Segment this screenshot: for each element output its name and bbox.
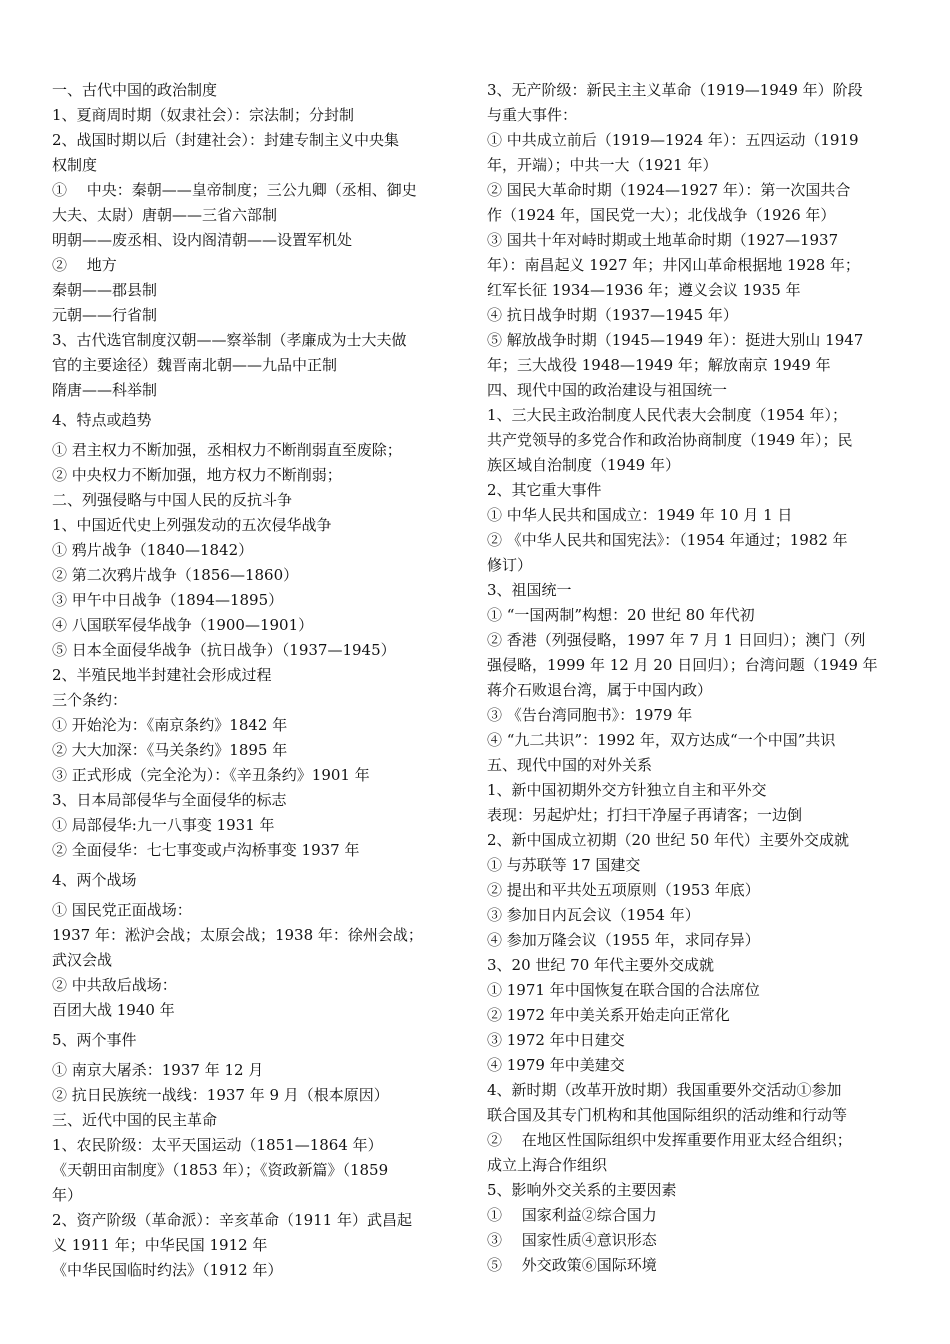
- text-line: 3、20 世纪 70 年代主要外交成就: [487, 956, 715, 974]
- text-line: ④ 抗日战争时期（1937—1945 年）: [487, 306, 738, 324]
- text-line: 百团大战 1940 年: [52, 1001, 175, 1019]
- text-line: ① 中共成立前后（1919—1924 年）：五四运动（1919: [487, 131, 859, 149]
- text-line: 年）：南昌起义 1927 年；井冈山革命根据地 1928 年；: [487, 256, 860, 274]
- text-line: 权制度: [52, 156, 98, 174]
- text-line: ③ 1972 年中日建交: [487, 1031, 625, 1049]
- text-line: 官的主要途径）魏晋南北朝——九品中正制: [52, 356, 338, 374]
- text-line: ② 中央权力不断加强，地方权力不断削弱；: [52, 466, 342, 484]
- text-line: ⑤ 日本全面侵华战争（抗日战争）（1937—1945）: [52, 641, 396, 659]
- text-line: 武汉会战: [52, 951, 113, 969]
- text-line: 三个条约：: [52, 691, 128, 709]
- text-line: 共产党领导的多党合作和政治协商制度（1949 年）；民: [487, 431, 853, 449]
- text-line: ① 中华人民共和国成立：1949 年 10 月 1 日: [487, 506, 793, 524]
- text-line: ① 局部侵华:九一八事变 1931 年: [52, 816, 275, 834]
- text-line: ① 鸦片战争（1840—1842）: [52, 541, 254, 559]
- text-line: 2、资产阶级（革命派）：辛亥革命（1911 年）武昌起: [52, 1211, 412, 1229]
- text-line: 三、近代中国的民主革命: [52, 1111, 218, 1129]
- text-line: ④ 八国联军侵华战争（1900—1901）: [52, 616, 314, 634]
- text-line: ① 与苏联等 17 国建交: [487, 856, 641, 874]
- text-line: ② 全面侵华：七七事变或卢沟桥事变 1937 年: [52, 841, 360, 859]
- text-line: ① 开始沦为：《南京条约》1842 年: [52, 716, 288, 734]
- text-line: ③ 国共十年对峙时期或土地革命时期（1927—1937: [487, 231, 839, 249]
- text-line: 蒋介石败退台湾，属于中国内政）: [487, 681, 713, 699]
- text-line: 强侵略，1999 年 12 月 20 日回归）；台湾问题（1949 年: [487, 656, 878, 674]
- text-line: 2、半殖民地半封建社会形成过程: [52, 666, 272, 684]
- text-line: 3、日本局部侵华与全面侵华的标志: [52, 791, 287, 809]
- text-line: ② 地方: [52, 256, 117, 274]
- text-line: 1、夏商周时期（奴隶社会）：宗法制；分封制: [52, 106, 355, 124]
- text-line: 与重大事件：: [487, 106, 578, 124]
- text-line: ④ 1979 年中美建交: [487, 1056, 625, 1074]
- text-line: ⑤ 解放战争时期（1945—1949 年）：挺进大别山 1947: [487, 331, 864, 349]
- text-line: 一、古代中国的政治制度: [52, 81, 218, 99]
- text-line: 1937 年：淞沪会战；太原会战；1938 年：徐州会战；: [52, 926, 423, 944]
- text-line: ① 1971 年中国恢复在联合国的合法席位: [487, 981, 760, 999]
- text-line: 作（1924 年，国民党一大）；北伐战争（1926 年）: [487, 206, 836, 224]
- text-line: 成立上海合作组织: [487, 1156, 608, 1174]
- text-line: 年；三大战役 1948—1949 年；解放南京 1949 年: [487, 356, 831, 374]
- text-line: 秦朝——郡县制: [52, 281, 158, 299]
- text-line: 1、新中国初期外交方针独立自主和平外交: [487, 781, 767, 799]
- text-line: ③ 甲午中日战争（1894—1895）: [52, 591, 284, 609]
- text-line: ④ 参加万隆会议（1955 年，求同存异）: [487, 931, 760, 949]
- text-line: 隋唐——科举制: [52, 381, 158, 399]
- text-line: ② 《中华人民共和国宪法》：（1954 年通过；1982 年: [487, 531, 848, 549]
- text-line: 1、中国近代史上列强发动的五次侵华战争: [52, 516, 332, 534]
- text-line: ① 南京大屠杀：1937 年 12 月: [52, 1061, 264, 1079]
- text-line: 3、古代选官制度汉朝——察举制（孝廉成为士大夫做: [52, 331, 407, 349]
- text-line: 《中华民国临时约法》（1912 年）: [52, 1261, 283, 1279]
- text-line: 5、影响外交关系的主要因素: [487, 1181, 677, 1199]
- text-line: 红军长征 1934—1936 年；遵义会议 1935 年: [487, 281, 801, 299]
- text-line: 义 1911 年；中华民国 1912 年: [52, 1236, 268, 1254]
- text-line: 表现：另起炉灶；打扫干净屋子再请客；一边倒: [487, 806, 803, 824]
- text-line: 4、两个战场: [52, 871, 137, 889]
- text-line: ① 中央：秦朝——皇帝制度；三公九卿（丞相、御史: [52, 181, 417, 199]
- text-line: ② 大大加深：《马关条约》1895 年: [52, 741, 288, 759]
- text-line: 族区域自治制度（1949 年）: [487, 456, 680, 474]
- text-line: ② 第二次鸦片战争（1856—1860）: [52, 566, 299, 584]
- text-line: 5、两个事件: [52, 1031, 137, 1049]
- text-line: ④ “九二共识”：1992 年，双方达成“一个中国”共识: [487, 731, 836, 749]
- text-line: ② 抗日民族统一战线：1937 年 9 月（根本原因）: [52, 1086, 389, 1104]
- text-line: ③ 正式形成（完全沦为）：《辛丑条约》1901 年: [52, 766, 370, 784]
- text-line: 3、祖国统一: [487, 581, 572, 599]
- text-line: 2、新中国成立初期（20 世纪 50 年代）主要外交成就: [487, 831, 850, 849]
- text-line: ⑤ 外交政策⑥国际环境: [487, 1256, 657, 1274]
- text-line: 年）: [52, 1186, 83, 1204]
- text-line: 修订）: [487, 556, 533, 574]
- left-column: [52, 78, 470, 1283]
- text-line: ① 国家利益②综合国力: [487, 1206, 657, 1224]
- text-line: 五、现代中国的对外关系: [487, 756, 653, 774]
- text-line: 大夫、太尉）唐朝——三省六部制: [52, 206, 278, 224]
- text-line: 年，开端）；中共一大（1921 年）: [487, 156, 718, 174]
- text-line: ② 国民大革命时期（1924—1927 年）：第一次国共合: [487, 181, 851, 199]
- text-line: ① 君主权力不断加强，丞相权力不断削弱直至废除；: [52, 441, 402, 459]
- text-line: ② 1972 年中美关系开始走向正常化: [487, 1006, 730, 1024]
- text-line: 2、其它重大事件: [487, 481, 602, 499]
- text-line: ② 中共敌后战场：: [52, 976, 177, 994]
- text-line: 《天朝田亩制度》（1853 年）；《资政新篇》（1859: [52, 1161, 389, 1179]
- text-line: 1、农民阶级：太平天国运动（1851—1864 年）: [52, 1136, 383, 1154]
- text-line: 4、新时期（改革开放时期）我国重要外交活动①参加: [487, 1081, 842, 1099]
- text-line: 元朝——行省制: [52, 306, 158, 324]
- text-line: 1、三大民主政治制度人民代表大会制度（1954 年）；: [487, 406, 847, 424]
- text-line: ② 香港（列强侵略，1997 年 7 月 1 日回归）；澳门（列: [487, 631, 866, 649]
- text-line: 联合国及其专门机构和其他国际组织的活动维和行动等: [487, 1106, 848, 1124]
- text-line: ③ 参加日内瓦会议（1954 年）: [487, 906, 700, 924]
- text-line: ② 提出和平共处五项原则（1953 年底）: [487, 881, 760, 899]
- text-line: ③ 《告台湾同胞书》：1979 年: [487, 706, 693, 724]
- text-line: 明朝——废丞相、设内阁清朝——设置军机处: [52, 231, 353, 249]
- text-line: ① 国民党正面战场：: [52, 901, 192, 919]
- right-column: [487, 78, 912, 1278]
- text-line: 2、战国时期以后（封建社会）：封建专制主义中央集: [52, 131, 400, 149]
- text-line: ② 在地区性国际组织中发挥重要作用亚太经合组织；: [487, 1131, 852, 1149]
- text-line: 二、列强侵略与中国人民的反抗斗争: [52, 491, 293, 509]
- text-line: 3、无产阶级：新民主主义革命（1919—1949 年）阶段: [487, 81, 863, 99]
- text-line: ③ 国家性质④意识形态: [487, 1231, 657, 1249]
- text-line: 4、特点或趋势: [52, 411, 152, 429]
- text-line: 四、现代中国的政治建设与祖国统一: [487, 381, 728, 399]
- text-line: ① “一国两制”构想：20 世纪 80 年代初: [487, 606, 755, 624]
